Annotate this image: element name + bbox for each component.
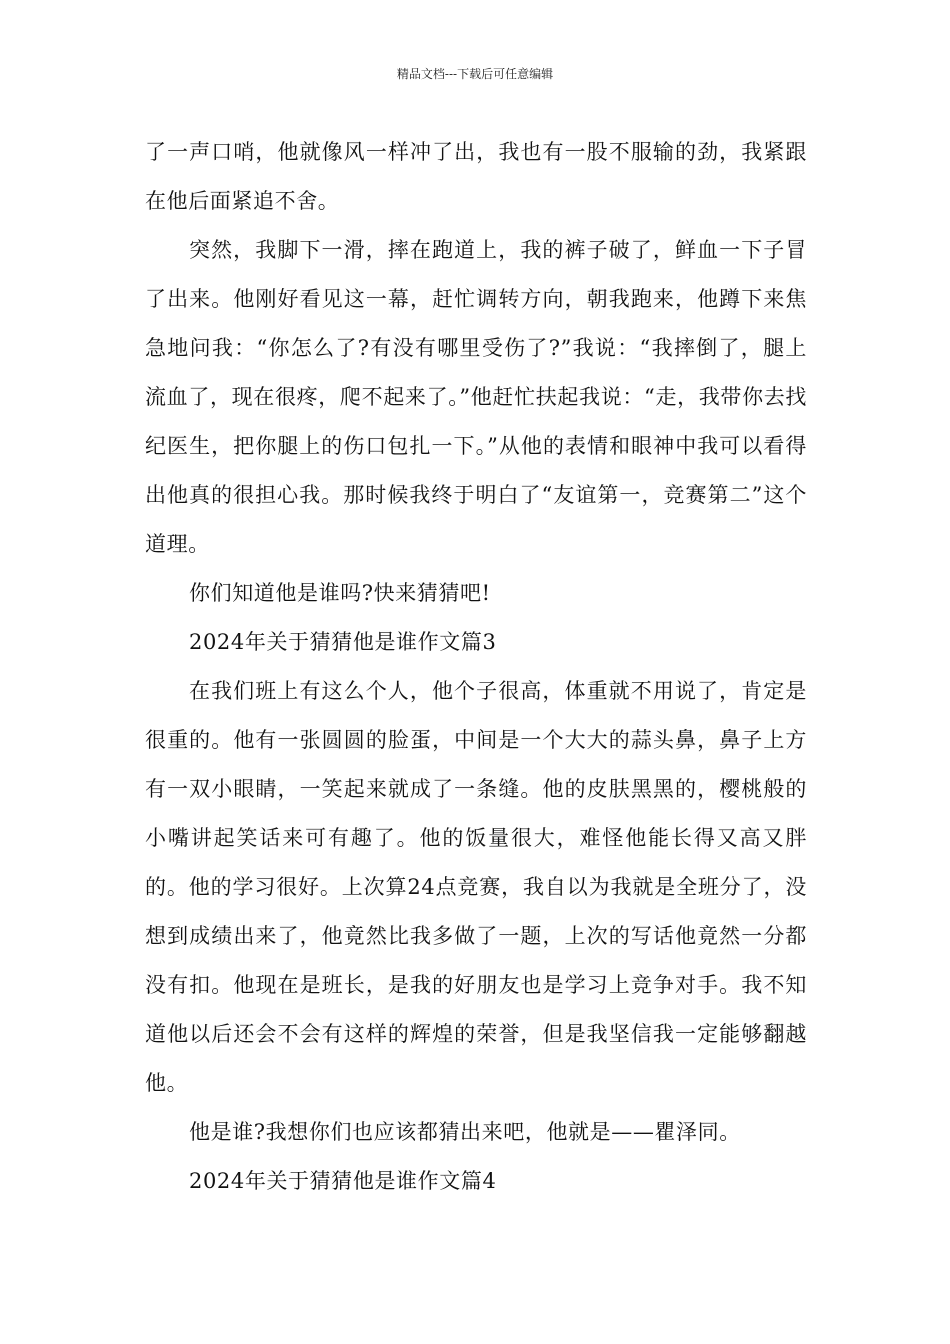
paragraph-continued: 了一声口哨，他就像风一样冲了出，我也有一股不服输的劲，我紧跟在他后面紧追不舍。 — [145, 140, 807, 213]
page-header: 精品文档---下载后可任意编辑 — [396, 67, 554, 81]
document-body — [145, 128, 807, 1206]
paragraph-classmate-description: 在我们班上有这么个人，他个子很高，体重就不用说了，肯定是很重的。他有一张圆圆的脸蛋，中间是一个大大的蒜头鼻，鼻子上方有一双小眼睛，一笑起来就成了一条缝。他的皮肤黑黑的，樱桃般的小嘴讲起笑话来可有趣了。他的饭量很大，难怪他能长得又高又胖的。他的学习很好。上次算24点竞赛，我自以为我就是全班分了，没想到成绩出来了，他竟然比我多做了一题，上次的写话他竟然一分都没有扣。他现在是班长，是我的好朋友也是学习上竞争对手。我不知道他以后还会不会有这样的辉煌的荣誉，但是我坚信我一定能够翻越他。 — [145, 679, 807, 1095]
paragraph-reveal: 他是谁?我想你们也应该都猜出来吧，他就是——瞿泽同。 — [189, 1120, 741, 1144]
paragraph-guess-prompt: 你们知道他是谁吗?快来猜猜吧! — [189, 581, 491, 605]
paragraph-fall-story: 突然，我脚下一滑，摔在跑道上，我的裤子破了，鲜血一下子冒了出来。他刚好看见这一幕，赶忙调转方向，朝我跑来，他蹲下来焦急地问我：“你怎么了?有没有哪里受伤了?”我说：“我摔倒了，腿上流血了，现在很疼，爬不起来了。”他赶忙扶起我说：“走，我带你去找纪医生，把你腿上的伤口包扎一下。”从他的表情和眼神中我可以看得出他真的很担心我。那时候我终于明白了“友谊第一，竞赛第二”这个道理。 — [145, 238, 807, 556]
essay-title-3: 2024年关于猜猜他是谁作文篇3 — [189, 630, 497, 654]
essay-title-4: 2024年关于猜猜他是谁作文篇4 — [189, 1169, 497, 1193]
